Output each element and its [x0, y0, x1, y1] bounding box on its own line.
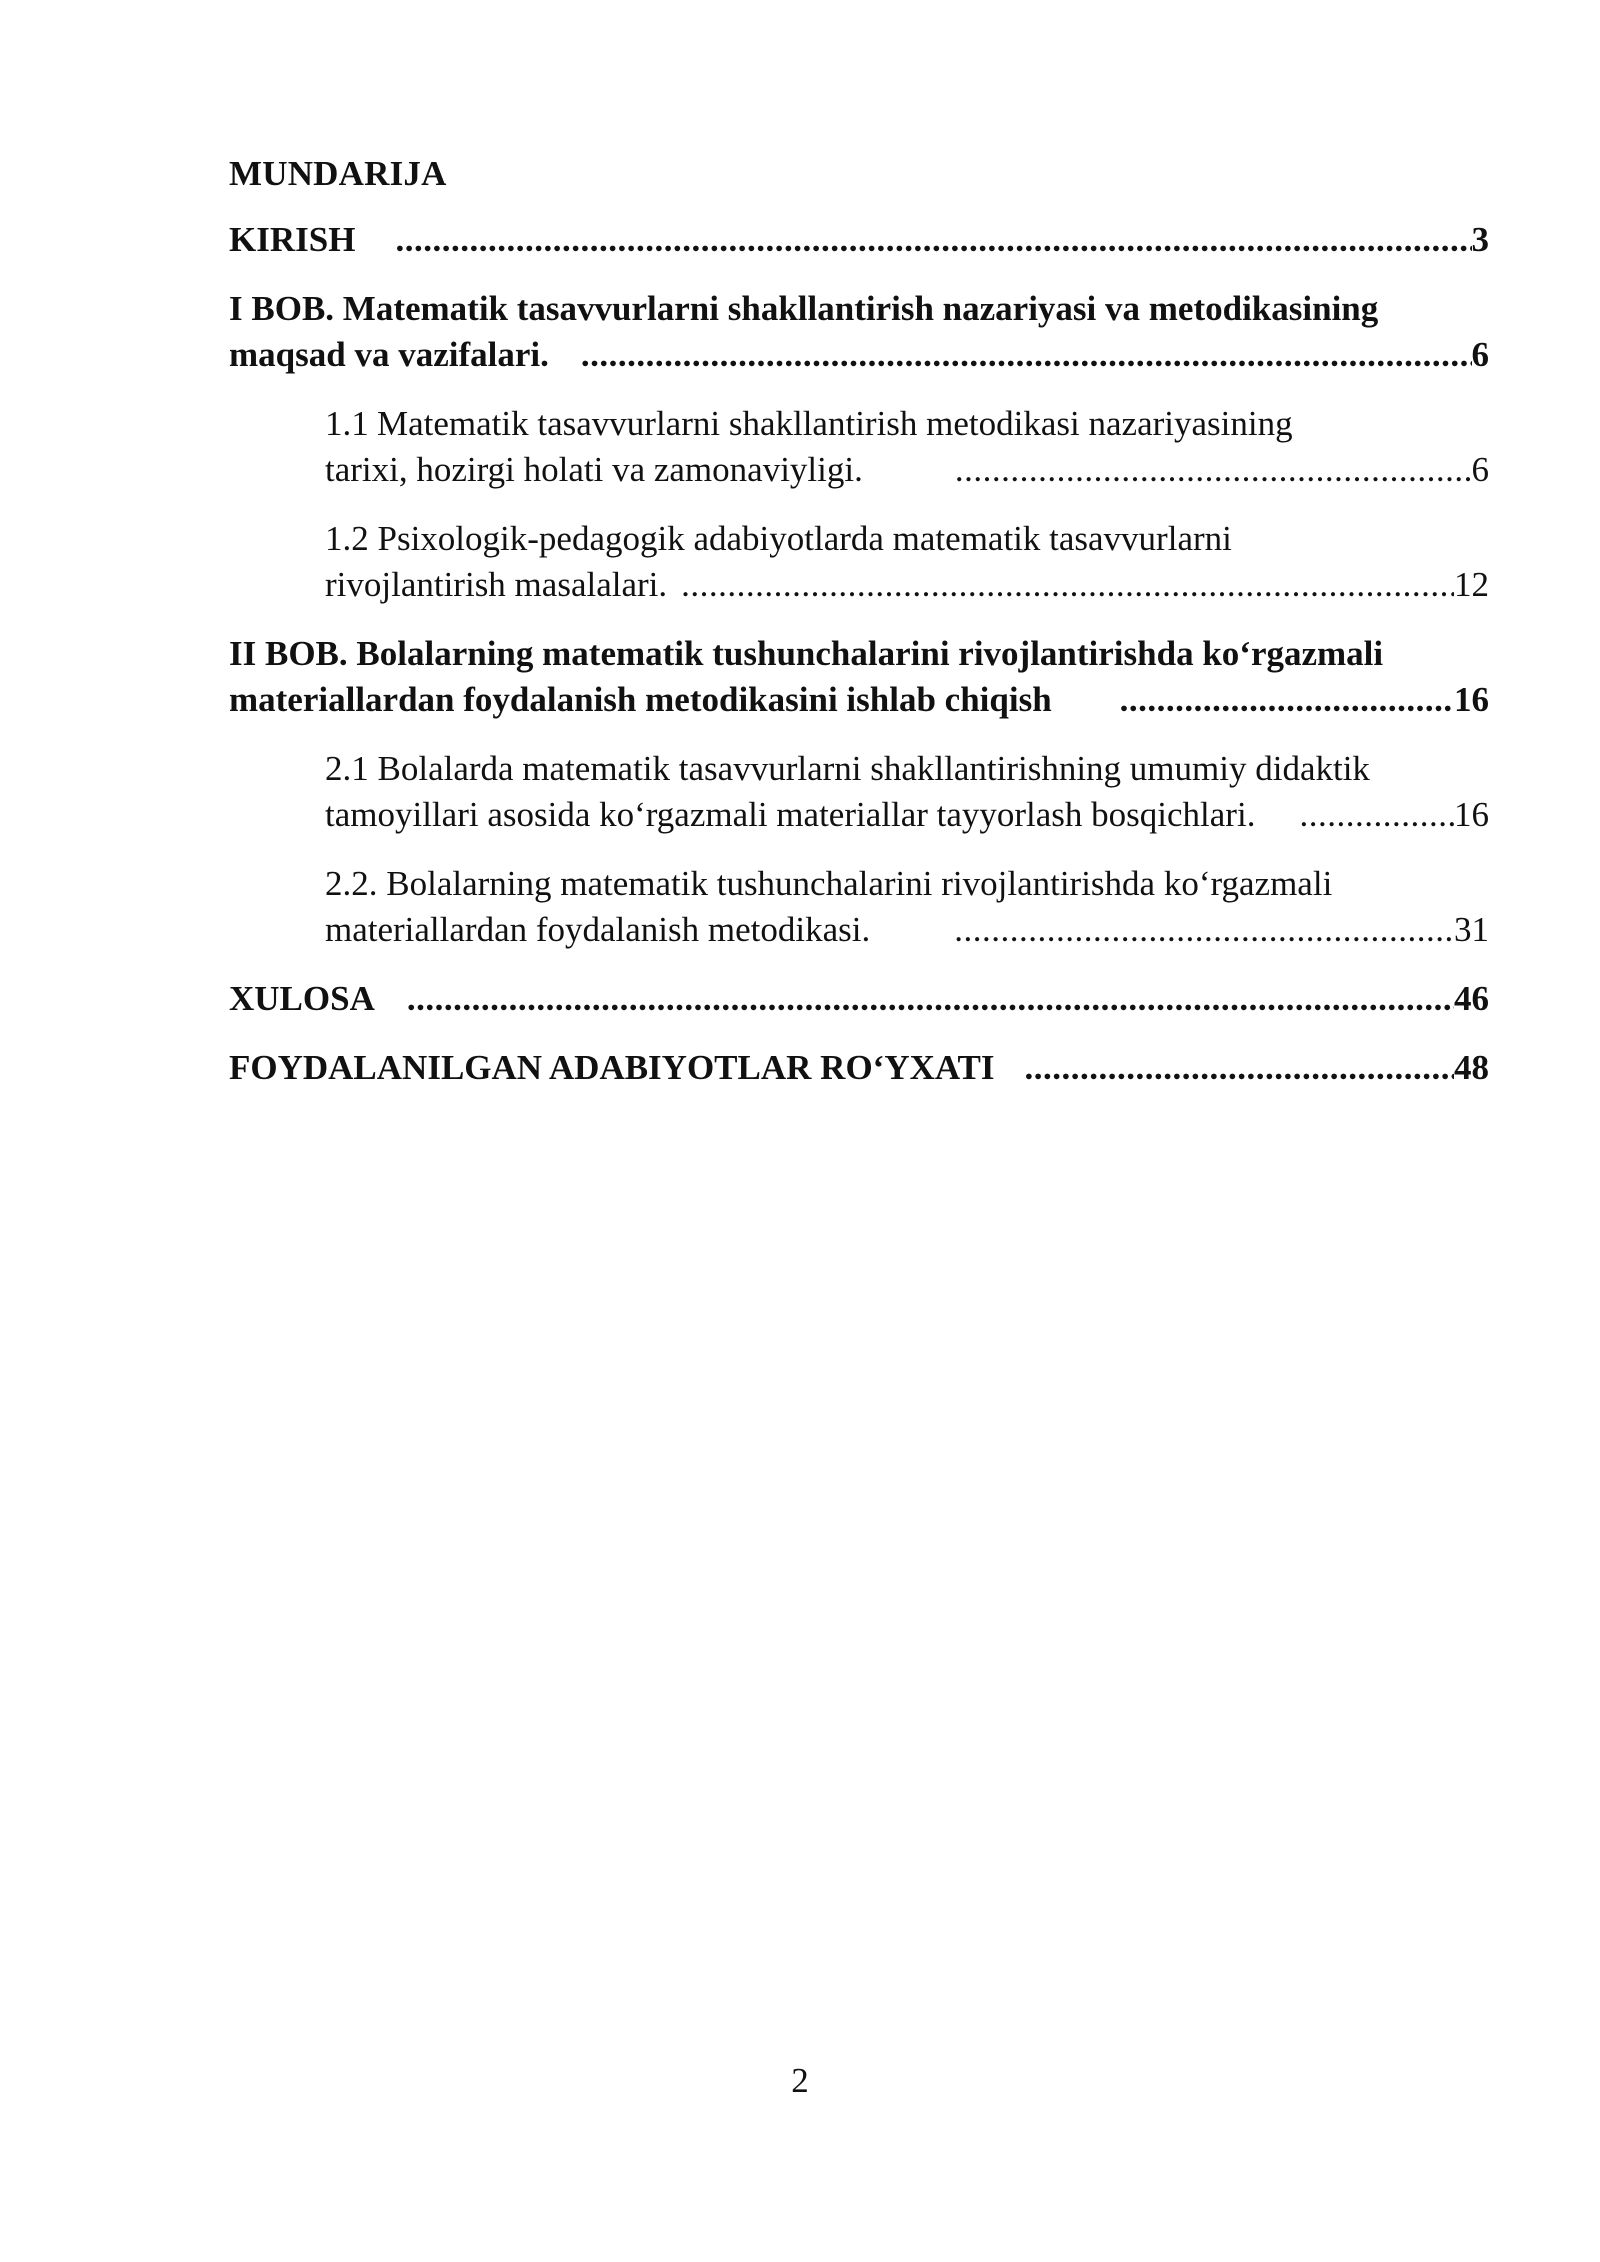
toc-entry-text-line: materiallardan foydalanish metodikasi.	[325, 910, 871, 949]
dot-leader	[581, 332, 1472, 378]
dot-leader	[1025, 1045, 1454, 1091]
toc-entry-text-line: materiallardan foydalanish metodikasini ishlab chiqish	[229, 680, 1052, 719]
dot-leader	[681, 562, 1454, 608]
section-number: 1.1	[325, 404, 369, 443]
toc-entry-section-1-1[interactable]	[325, 401, 1489, 493]
toc-entry-text-line: 2.1 Bolalarda matematik tasavvurlarni shakllantirishning umumiy didaktik	[325, 749, 1370, 788]
toc-entry-text-line	[325, 401, 1489, 447]
toc-entry-text-line: tarixi, hozirgi holati va zamonaviyligi.	[325, 450, 863, 489]
dot-leader	[1120, 677, 1454, 723]
dot-leader	[954, 907, 1454, 953]
toc-leader-line	[229, 677, 1489, 723]
toc-entry-xulosa[interactable]	[229, 976, 1489, 1022]
toc-leader-line	[325, 562, 1489, 608]
toc-entry-page: 6	[1471, 335, 1489, 374]
toc-title: MUNDARIJA	[229, 154, 447, 193]
toc-entry-text-line: maqsad va vazifalari.	[229, 335, 549, 374]
toc-entry-kirish[interactable]	[229, 217, 1489, 263]
toc-leader-line	[229, 217, 1489, 263]
toc-entry-page: 46	[1454, 979, 1489, 1018]
toc-leader-line	[229, 976, 1489, 1022]
toc-entry-text-line: II BOB. Bolalarning matematik tushunchalarini rivojlantirishda ko‘rgazmali	[229, 634, 1384, 673]
toc-leader-line	[325, 907, 1489, 953]
toc-leader-line	[325, 447, 1489, 493]
toc-entry-label: XULOSA	[229, 979, 375, 1018]
toc-entry-text-line: 1.2 Psixologik-pedagogik adabiyotlarda matematik tasavvurlarni	[325, 519, 1232, 558]
toc-entry-page: 16	[1454, 795, 1489, 834]
toc-entry-page: 3	[1471, 220, 1489, 259]
toc-entry-section-1-2[interactable]	[325, 516, 1489, 608]
toc-entry-chapter-2[interactable]	[229, 631, 1489, 723]
toc-entry-text-line: I BOB. Matematik tasavvurlarni shakllantirish nazariyasi va metodikasining	[229, 289, 1379, 328]
toc-entry-section-2-2[interactable]	[325, 861, 1489, 953]
page-number: 2	[791, 2061, 809, 2100]
table-of-contents	[229, 148, 1489, 1114]
toc-entry-text-line: rivojlantirish masalalari.	[325, 565, 668, 604]
toc-entry-section-2-1[interactable]	[325, 746, 1489, 838]
toc-entry-text-line: tamoyillari asosida ko‘rgazmali materiallar tayyorlash bosqichlari.	[325, 795, 1256, 834]
dot-leader	[955, 447, 1472, 493]
toc-entry-page: 6	[1471, 450, 1489, 489]
toc-entry-page: 16	[1454, 680, 1489, 719]
toc-leader-line	[325, 792, 1489, 838]
toc-entry-label: FOYDALANILGAN ADABIYOTLAR RO‘YXATI	[229, 1048, 995, 1087]
toc-entry-text-line: 2.2. Bolalarning matematik tushunchalarini rivojlantirishda ko‘rgazmali	[325, 864, 1333, 903]
toc-entry-label: KIRISH	[229, 220, 356, 259]
toc-entry-references[interactable]	[229, 1045, 1489, 1091]
toc-entry-page: 31	[1454, 910, 1489, 949]
toc-leader-line	[229, 332, 1489, 378]
dot-leader	[407, 976, 1454, 1022]
dot-leader	[1299, 792, 1454, 838]
toc-leader-line	[229, 1045, 1489, 1091]
section-title-text: Matematik tasavvurlarni shakllantirish metodikasi nazariyasining	[377, 404, 1293, 443]
dot-leader	[395, 217, 1471, 263]
toc-entry-chapter-1[interactable]	[229, 286, 1489, 378]
toc-entry-page: 12	[1454, 565, 1489, 604]
toc-entry-page: 48	[1454, 1048, 1489, 1087]
